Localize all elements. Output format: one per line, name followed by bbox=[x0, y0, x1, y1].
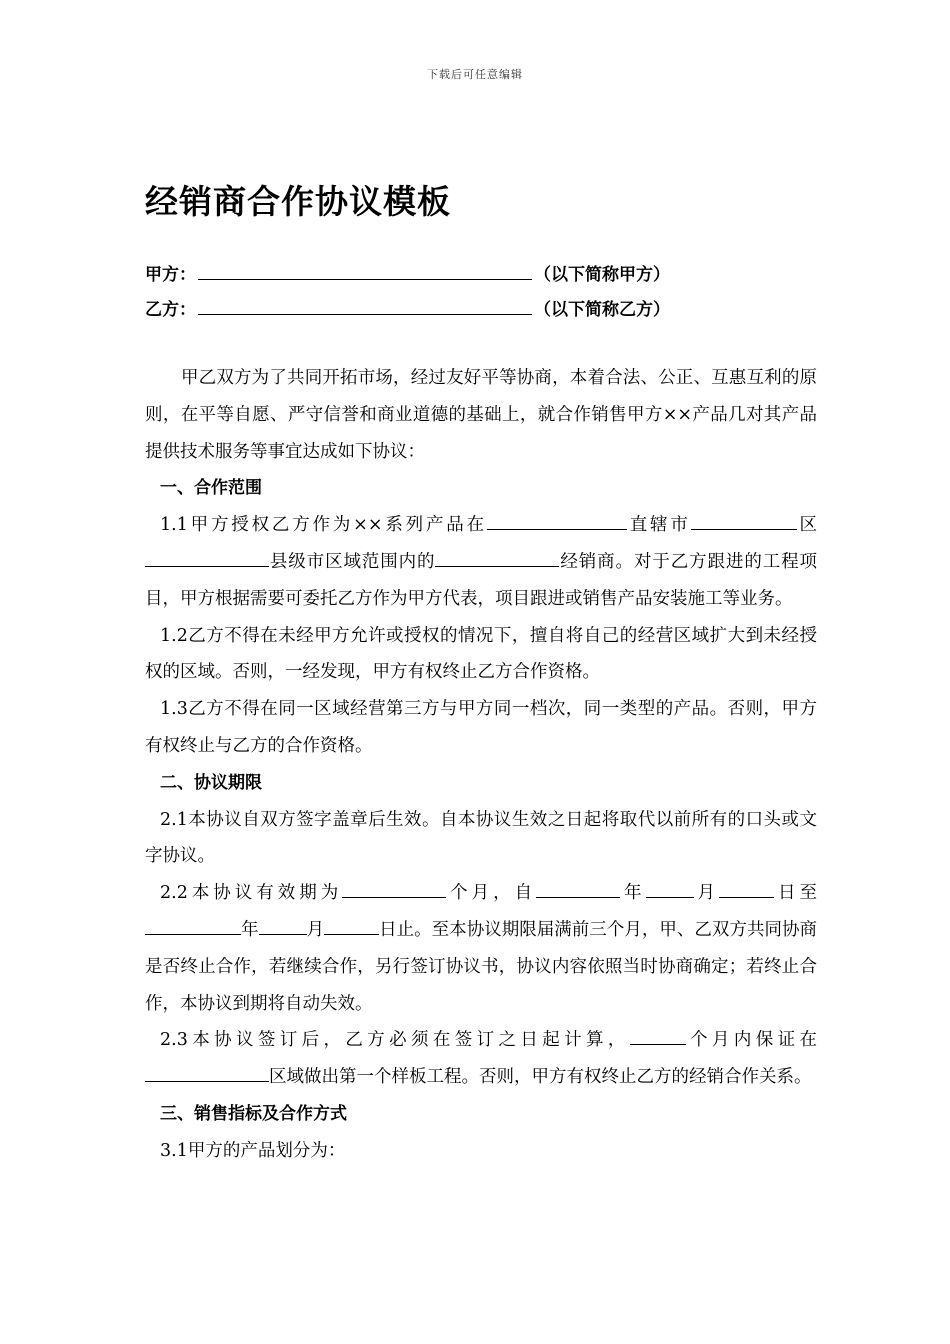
clause-2-1: 2.1本协议自双方签字盖章后生效。自本协议生效之日起将取代以前所有的口头或文字协议。 bbox=[145, 809, 817, 867]
blank-district[interactable] bbox=[691, 512, 797, 530]
section-2-heading: 二、协议期限 bbox=[160, 772, 262, 793]
party-b-suffix: （以下简称乙方） bbox=[534, 300, 670, 320]
clause-2-3-text-b: 个月内保证在 bbox=[685, 1030, 817, 1051]
blank-dealer-scope[interactable] bbox=[435, 549, 559, 567]
blank-months[interactable] bbox=[342, 880, 446, 898]
blank-county-city[interactable] bbox=[145, 549, 269, 567]
party-a-blank[interactable] bbox=[198, 263, 532, 280]
clause-2-2-text-c: 年 bbox=[620, 883, 646, 904]
party-b-blank[interactable] bbox=[198, 298, 532, 315]
clause-2-3-text-a: 2.3本协议签订后，乙方必须在签订之日起计算， bbox=[160, 1030, 630, 1051]
clause-1-1 bbox=[145, 507, 817, 617]
clause-1-1-text-b: 直辖市 bbox=[626, 515, 691, 536]
clause-1-1-text-a: 1.1甲方授权乙方作为××系列产品在 bbox=[160, 515, 487, 536]
blank-end-day[interactable] bbox=[324, 917, 379, 935]
clause-2-2-text-f: 年 bbox=[241, 919, 259, 940]
clause-1-2: 1.2乙方不得在未经甲方允许或授权的情况下，擅自将自己的经营区域扩大到未经授权的区域。否则，一经发现，甲方有权终止乙方合作资格。 bbox=[145, 625, 817, 683]
party-b-label: 乙方： bbox=[145, 300, 196, 320]
clause-1-1-text-e: 经销商。对于乙方跟进的工程项目，甲方根据需要可委托乙方作为甲方代表，项目跟进或销售产品安装施工等业务。 bbox=[145, 551, 818, 609]
party-a-suffix: （以下简称甲方） bbox=[534, 265, 670, 285]
blank-end-year[interactable] bbox=[145, 917, 241, 935]
clause-2-2-text-e: 日至 bbox=[774, 883, 818, 904]
clause-2-2 bbox=[145, 875, 817, 1022]
clause-2-3 bbox=[145, 1022, 817, 1096]
party-a-label: 甲方： bbox=[145, 265, 196, 285]
clause-2-2-text-h: 日止。至本协议期限届满前三个月，甲、乙双方共同协商是否终止合作，若继续合作，另行签订协议书，协议内容依照当时协商确定；若终止合作，本协议到期将自动失效。 bbox=[145, 919, 818, 1014]
intro-paragraph: 甲乙双方为了共同开拓市场，经过友好平等协商，本着合法、公正、互惠互利的原则，在平等自愿、严守信誉和商业道德的基础上，就合作销售甲方××产品几对其产品提供技术服务等事宜达成如下协议： bbox=[145, 368, 817, 462]
blank-start-day[interactable] bbox=[719, 880, 774, 898]
clause-2-3-text-c: 区域做出第一个样板工程。否则，甲方有权终止乙方的经销合作关系。 bbox=[269, 1067, 812, 1088]
blank-sample-months[interactable] bbox=[630, 1027, 686, 1045]
clause-2-2-text-a: 2.2本协议有效期为 bbox=[160, 883, 343, 904]
clause-2-2-text-d: 月 bbox=[693, 883, 720, 904]
section-1-heading: 一、合作范围 bbox=[160, 478, 262, 499]
clause-1-1-text-c: 区 bbox=[796, 515, 818, 536]
party-b-line bbox=[145, 295, 845, 325]
section-3-heading: 三、销售指标及合作方式 bbox=[160, 1103, 347, 1124]
clause-1-1-text-d: 县级市区域范围内的 bbox=[269, 551, 436, 572]
document-title: 经销商合作协议模板 bbox=[145, 182, 451, 221]
blank-end-month[interactable] bbox=[259, 917, 307, 935]
blank-start-year[interactable] bbox=[536, 880, 620, 898]
clause-1-3: 1.3乙方不得在同一区域经营第三方与甲方同一档次，同一类型的产品。否则，甲方有权终止与乙方的合作资格。 bbox=[145, 699, 817, 756]
blank-sample-region[interactable] bbox=[145, 1064, 269, 1082]
blank-municipality[interactable] bbox=[487, 512, 627, 530]
clause-3-1: 3.1甲方的产品划分为： bbox=[160, 1140, 346, 1161]
clause-2-2-text-b: 个月，自 bbox=[446, 883, 537, 904]
header-note: 下载后可任意编辑 bbox=[427, 68, 523, 81]
clause-2-2-text-g: 月 bbox=[306, 919, 325, 940]
agreement-body bbox=[145, 360, 817, 1170]
party-a-line bbox=[145, 260, 845, 290]
blank-start-month[interactable] bbox=[646, 880, 694, 898]
